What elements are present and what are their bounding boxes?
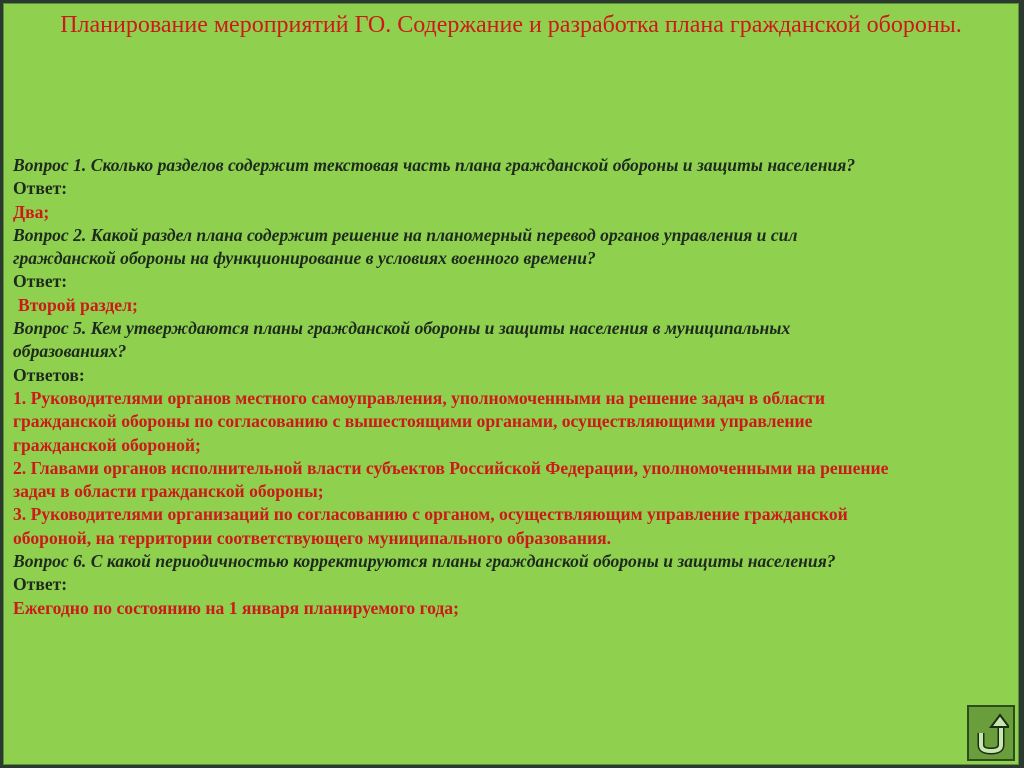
- answer-5-1-line-1: 1. Руководителями органов местного самоуправления, уполномоченными на решение задач в области: [13, 387, 826, 408]
- slide-title: Планирование мероприятий ГО. Содержание и разработка плана гражданской обороны.: [60, 12, 962, 38]
- answer-2: Второй раздел;: [18, 294, 138, 315]
- answer-5-1-line-2: гражданской обороны по согласованию с вышестоящими органами, осуществляющими управление: [13, 411, 813, 432]
- answer-5-1-line-3: гражданской обороной;: [13, 434, 201, 455]
- answer-1: Два;: [13, 201, 50, 222]
- question-5-line-2: образованиях?: [13, 341, 127, 362]
- answer-label-2: Ответ:: [13, 271, 68, 292]
- answer-label-1: Ответ:: [13, 178, 68, 199]
- question-6: Вопрос 6. С какой периодичностью корректируются планы гражданской обороны и защиты населения?: [13, 551, 836, 572]
- question-1: Вопрос 1. Сколько разделов содержит текстовая часть плана гражданской обороны и защиты населения?: [13, 155, 856, 175]
- qa-content: [13, 154, 1013, 620]
- answer-label-5: Ответов:: [13, 364, 85, 385]
- question-2-line-2: гражданской обороны на функционирование в условиях военного времени?: [13, 248, 596, 269]
- answer-5-3-line-2: обороной, на территории соответствующего муниципального образования.: [13, 527, 612, 548]
- answer-5-2-line-1: 2. Главами органов исполнительной власти субъектов Российской Федерации, уполномоченными на решение: [13, 457, 889, 478]
- u-turn-return-icon: [973, 711, 1009, 755]
- question-5-line-1: Вопрос 5. Кем утверждаются планы гражданской обороны и защиты населения в муниципальных: [13, 318, 791, 339]
- answer-5-3-line-1: 3. Руководителями организаций по согласованию с органом, осуществляющим управление гражданской: [13, 504, 848, 525]
- answer-label-6: Ответ:: [13, 574, 68, 595]
- slide: [3, 3, 1019, 765]
- question-2-line-1: Вопрос 2. Какой раздел плана содержит решение на планомерный перевод органов управления и сил: [13, 224, 798, 245]
- answer-6: Ежегодно по состоянию на 1 января планируемого года;: [13, 597, 459, 618]
- return-button[interactable]: [967, 705, 1015, 761]
- answer-5-2-line-2: задач в области гражданской обороны;: [13, 481, 324, 502]
